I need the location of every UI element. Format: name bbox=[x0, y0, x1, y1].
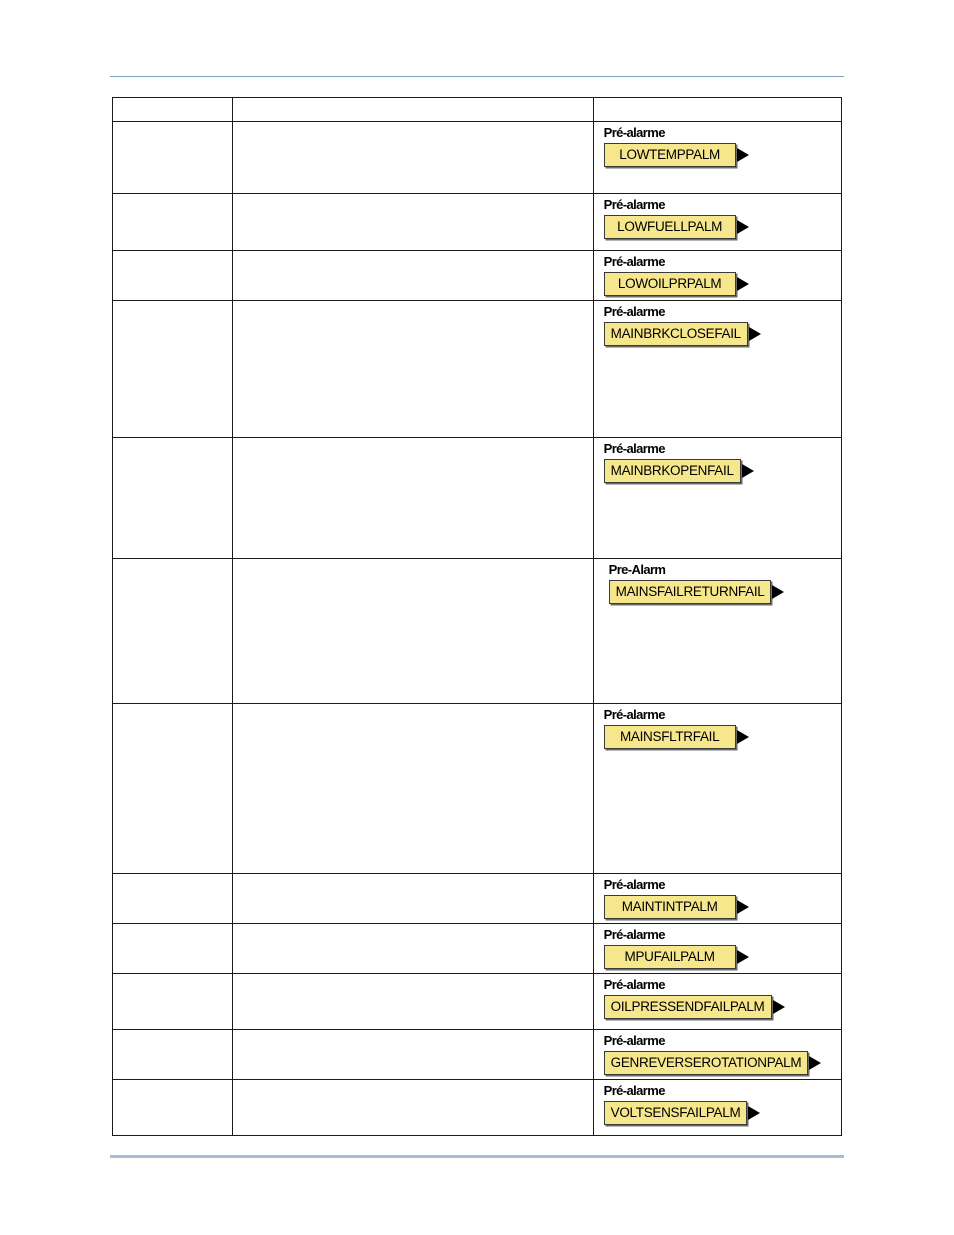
output-arrow-icon bbox=[737, 950, 749, 964]
table-row bbox=[113, 974, 842, 1030]
prealarm-table bbox=[112, 97, 842, 1136]
name-cell bbox=[113, 301, 233, 438]
logic-element-label: LOWFUELLPALM bbox=[604, 215, 736, 239]
logic-element bbox=[604, 927, 749, 969]
logic-element-title: Pré-alarme bbox=[603, 1033, 665, 1048]
description-cell bbox=[233, 301, 593, 438]
header-cell-3 bbox=[593, 98, 841, 122]
name-cell bbox=[113, 1080, 233, 1136]
name-cell bbox=[113, 194, 233, 251]
table-row bbox=[113, 874, 842, 924]
output-arrow-icon bbox=[809, 1056, 821, 1070]
logic-element-title: Pré-alarme bbox=[603, 977, 665, 992]
logic-element bbox=[604, 197, 749, 239]
logic-element bbox=[604, 254, 749, 296]
description-cell bbox=[233, 1030, 593, 1080]
logic-element-label: MAINBRKOPENFAIL bbox=[604, 459, 741, 483]
logic-element-title: Pré-alarme bbox=[603, 707, 665, 722]
logic-element-title: Pré-alarme bbox=[603, 197, 665, 212]
table-row bbox=[113, 1080, 842, 1136]
logic-element-label: MAINSFAILRETURNFAIL bbox=[609, 580, 772, 604]
logic-element bbox=[604, 877, 749, 919]
name-cell bbox=[113, 704, 233, 874]
name-cell bbox=[113, 438, 233, 559]
logic-element-label: MAINSFLTRFAIL bbox=[604, 725, 736, 749]
name-cell bbox=[113, 924, 233, 974]
header-cell-2 bbox=[233, 98, 593, 122]
output-arrow-icon bbox=[773, 1000, 785, 1014]
logic-element bbox=[604, 977, 785, 1019]
logic-element bbox=[604, 125, 749, 167]
name-cell bbox=[113, 874, 233, 924]
description-cell bbox=[233, 874, 593, 924]
logic-element-title: Pré-alarme bbox=[603, 304, 665, 319]
table-row bbox=[113, 122, 842, 194]
logic-element-title: Pré-alarme bbox=[603, 1083, 665, 1098]
logic-cell bbox=[593, 874, 841, 924]
description-cell bbox=[233, 704, 593, 874]
logic-element-title: Pré-alarme bbox=[603, 254, 665, 269]
logic-element bbox=[604, 1083, 761, 1125]
output-arrow-icon bbox=[737, 277, 749, 291]
logic-cell bbox=[593, 1030, 841, 1080]
logic-element bbox=[609, 562, 785, 604]
output-arrow-icon bbox=[737, 900, 749, 914]
header-rule bbox=[110, 76, 844, 77]
description-cell bbox=[233, 924, 593, 974]
table-row bbox=[113, 194, 842, 251]
header-cell-1 bbox=[113, 98, 233, 122]
logic-element-title: Pré-alarme bbox=[603, 125, 665, 140]
description-cell bbox=[233, 1080, 593, 1136]
logic-element bbox=[604, 304, 761, 346]
logic-cell bbox=[593, 301, 841, 438]
name-cell bbox=[113, 1030, 233, 1080]
output-arrow-icon bbox=[737, 730, 749, 744]
name-cell bbox=[113, 251, 233, 301]
table-row bbox=[113, 924, 842, 974]
logic-element bbox=[604, 1033, 822, 1075]
logic-cell bbox=[593, 251, 841, 301]
logic-element bbox=[604, 707, 749, 749]
output-arrow-icon bbox=[737, 148, 749, 162]
description-cell bbox=[233, 251, 593, 301]
logic-cell bbox=[593, 924, 841, 974]
description-cell bbox=[233, 974, 593, 1030]
logic-element-label: GENREVERSEROTATIONPALM bbox=[604, 1051, 809, 1075]
table-header-row bbox=[113, 98, 842, 122]
logic-cell bbox=[593, 438, 841, 559]
table-row bbox=[113, 251, 842, 301]
table-row bbox=[113, 704, 842, 874]
logic-element-title: Pré-alarme bbox=[603, 441, 665, 456]
table-row bbox=[113, 559, 842, 704]
logic-cell bbox=[593, 974, 841, 1030]
name-cell bbox=[113, 974, 233, 1030]
table-row bbox=[113, 1030, 842, 1080]
output-arrow-icon bbox=[749, 327, 761, 341]
logic-element-title: Pré-alarme bbox=[603, 877, 665, 892]
logic-element-label: VOLTSENSFAILPALM bbox=[604, 1101, 748, 1125]
footer-rule bbox=[110, 1155, 844, 1158]
logic-cell bbox=[593, 194, 841, 251]
logic-element-label: OILPRESSENDFAILPALM bbox=[604, 995, 772, 1019]
name-cell bbox=[113, 122, 233, 194]
description-cell bbox=[233, 194, 593, 251]
description-cell bbox=[233, 559, 593, 704]
output-arrow-icon bbox=[748, 1106, 760, 1120]
table-row bbox=[113, 438, 842, 559]
logic-element bbox=[604, 441, 754, 483]
table-row bbox=[113, 301, 842, 438]
logic-element-label: MPUFAILPALM bbox=[604, 945, 736, 969]
output-arrow-icon bbox=[772, 585, 784, 599]
output-arrow-icon bbox=[737, 220, 749, 234]
logic-element-label: MAINBRKCLOSEFAIL bbox=[604, 322, 748, 346]
logic-cell bbox=[593, 122, 841, 194]
logic-element-label: MAINTINTPALM bbox=[604, 895, 736, 919]
logic-cell bbox=[593, 1080, 841, 1136]
logic-element-title: Pré-alarme bbox=[603, 927, 665, 942]
description-cell bbox=[233, 122, 593, 194]
name-cell bbox=[113, 559, 233, 704]
logic-element-label: LOWTEMPPALM bbox=[604, 143, 736, 167]
logic-cell bbox=[593, 704, 841, 874]
logic-element-label: LOWOILPRPALM bbox=[604, 272, 736, 296]
output-arrow-icon bbox=[742, 464, 754, 478]
logic-element-title: Pre-Alarm bbox=[608, 562, 666, 577]
logic-cell bbox=[593, 559, 841, 704]
description-cell bbox=[233, 438, 593, 559]
